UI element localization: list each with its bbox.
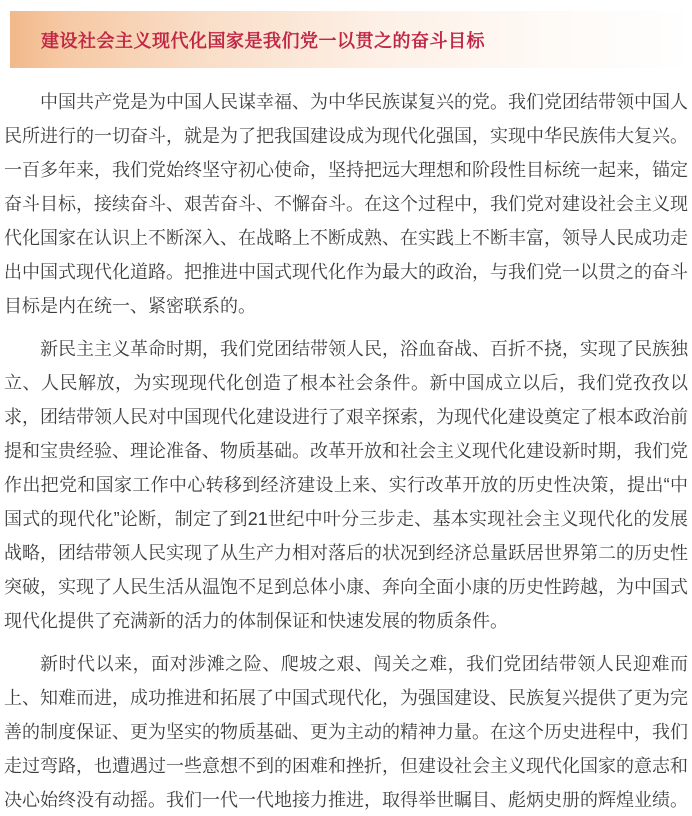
article-paragraph: 新民主主义革命时期，我们党团结带领人民，浴血奋战、百折不挠，实现了民族独立、人民解放，为实现现代化创造了根本社会条件。新中国成立以后，我们党孜孜以求，团结带领人民对中国现代化建设进行了艰辛探索，为现代化建设奠定了根本政治前提和宝贵经验、理论准备、物质基础。改革开放和社会主义现代化建设新时期，我们党作出把党和国家工作中心转移到经济建设上来、实行改革开放的历史性决策，提出“中国式的现代化”论断，制定了到21世纪中叶分三步走、基本实现社会主义现代化的发展战略，团结带领人民实现了从生产力相对落后的状况到经济总量跃居世界第二的历史性突破，实现了人民生活从温饱不足到总体小康、奔向全面小康的历史性跨越，为中国式现代化提供了充满新的活力的体制保证和快速发展的物质条件。 bbox=[4, 339, 688, 631]
article-title: 建设社会主义现代化国家是我们党一以贯之的奋斗目标 bbox=[41, 30, 485, 51]
article-paragraph: 中国共产党是为中国人民谋幸福、为中华民族谋复兴的党。我们党团结带领中国人民所进行的一切奋斗，就是为了把我国建设成为现代化强国，实现中华民族伟大复兴。一百多年来，我们党始终坚守初心使命，坚持把远大理想和阶段性目标统一起来，锚定奋斗目标，接续奋斗、艰苦奋斗、不懈奋斗。在这个过程中，我们党对建设社会主义现代化国家在认识上不断深入、在战略上不断成熟、在实践上不断丰富，领导人民成功走出中国式现代化道路。把推进中国式现代化作为最大的政治，与我们党一以贯之的奋斗目标是内在统一、紧密联系的。 bbox=[4, 92, 688, 316]
article-paragraph: 新时代以来，面对涉滩之险、爬坡之艰、闯关之难，我们党团结带领人民迎难而上、知难而进，成功推进和拓展了中国式现代化，为强国建设、民族复兴提供了更为完善的制度保证、更为坚实的物质基础、更为主动的精神力量。在这个历史进程中，我们走过弯路，也遭遇过一些意想不到的困难和挫折，但建设社会主义现代化国家的意志和决心始终没有动摇。我们一代一代地接力推进，取得举世瞩目、彪炳史册的辉煌业绩。 bbox=[4, 654, 688, 810]
document-page bbox=[0, 11, 692, 816]
article-title-banner bbox=[10, 11, 684, 68]
article-body bbox=[0, 68, 692, 816]
